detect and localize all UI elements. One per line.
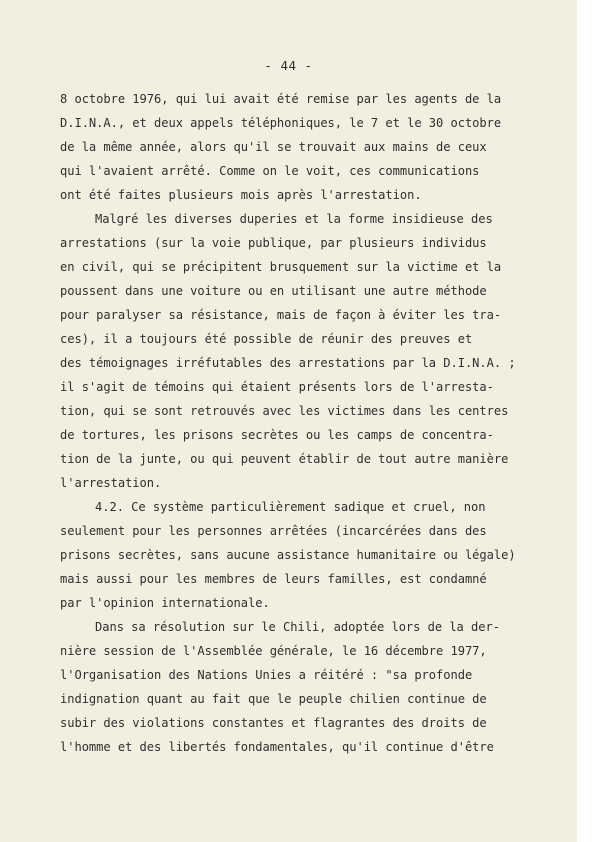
text-line: 8 octobre 1976, qui lui avait été remise par les agents de la — [60, 92, 502, 106]
text-line: pour paralyser sa résistance, mais de façon à éviter les tra- — [60, 308, 502, 322]
text-line: arrestations (sur la voie publique, par plusieurs individus — [60, 236, 487, 250]
text-line: de la même année, alors qu'il se trouvait aux mains de ceux — [60, 140, 487, 154]
text-line: 4.2. Ce système particulièrement sadique et cruel, non — [95, 500, 486, 514]
text-line: subir des violations constantes et flagrantes des droits de — [60, 716, 487, 730]
text-line: l'Organisation des Nations Unies a réitéré : "sa profonde — [60, 668, 473, 682]
text-line: l'arrestation. — [60, 476, 162, 490]
text-line: Malgré les diverses duperies et la forme insidieuse des — [95, 212, 493, 226]
page-margin — [577, 0, 598, 842]
text-line: ces), il a toujours été possible de réunir des preuves et — [60, 332, 473, 346]
text-line: tion de la junte, ou qui peuvent établir de tout autre manière — [60, 452, 509, 466]
text-line: ont été faites plusieurs mois après l'arrestation. — [60, 188, 422, 202]
text-line: indignation quant au fait que le peuple chilien continue de — [60, 692, 487, 706]
text-line: tion, qui se sont retrouvés avec les victimes dans les centres — [60, 404, 509, 418]
text-line: il s'agit de témoins qui étaient présents lors de l'arresta- — [60, 380, 494, 394]
text-line: l'homme et des libertés fondamentales, qu'il continue d'être — [60, 740, 494, 754]
text-line: seulement pour les personnes arrêtées (incarcérées dans des — [60, 524, 487, 538]
text-line: mais aussi pour les membres de leurs familles, est condamné — [60, 572, 487, 586]
text-line: en civil, qui se précipitent brusquement sur la victime et la — [60, 260, 502, 274]
text-line: nière session de l'Assemblée générale, le 16 décembre 1977, — [60, 644, 487, 658]
page-number: - 44 - — [264, 58, 313, 73]
text-line: qui l'avaient arrêté. Comme on le voit, ces communications — [60, 164, 480, 178]
text-line: de tortures, les prisons secrètes ou les camps de concentra- — [60, 428, 494, 442]
text-line: par l'opinion internationale. — [60, 596, 270, 610]
text-line: Dans sa résolution sur le Chili, adoptée lors de la der- — [95, 620, 500, 634]
text-line: D.I.N.A., et deux appels téléphoniques, le 7 et le 30 octobre — [60, 116, 502, 130]
text-line: des témoignages irréfutables des arrestations par la D.I.N.A. ; — [60, 356, 516, 370]
text-line: prisons secrètes, sans aucune assistance humanitaire ou légale) — [60, 548, 516, 562]
text-line: poussent dans une voiture ou en utilisant une autre méthode — [60, 284, 487, 298]
